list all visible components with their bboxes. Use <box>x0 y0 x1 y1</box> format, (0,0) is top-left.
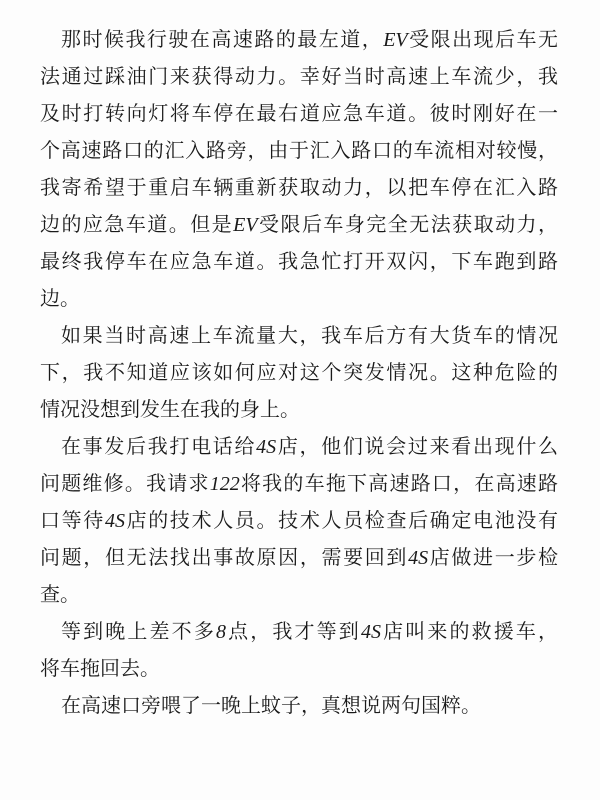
text-line: 在事发后我打电话给4S店，他们说会过来看出现什么 <box>61 436 558 458</box>
latin-text: 4S <box>256 436 277 458</box>
latin-text: 4S <box>408 547 429 569</box>
text-line: 情况没想到发生在我的身上。 <box>40 399 300 421</box>
text-line: 在高速口旁喂了一晚上蚊子，真想说两句国粹。 <box>61 695 481 717</box>
latin-text: EV <box>233 214 258 236</box>
text-line: 最终我停车在应急车道。我急忙打开双闪，下车跑到路 <box>40 251 558 273</box>
latin-text: 8 <box>215 621 226 643</box>
paragraph <box>40 318 558 429</box>
text-line: 边。 <box>40 288 80 310</box>
text-line: 个高速路口的汇入路旁，由于汇入路口的车流相对较慢， <box>40 140 558 162</box>
text-line: 我寄希望于重启车辆重新获取动力，以把车停在汇入路 <box>40 177 558 199</box>
text-line: 等到晚上差不多8点，我才等到4S店叫来的救援车， <box>61 621 558 643</box>
latin-text: EV <box>383 29 408 51</box>
paragraph <box>40 688 558 725</box>
text-body <box>40 22 558 725</box>
text-line: 将车拖回去。 <box>40 658 160 680</box>
text-line: 如果当时高速上车流量大，我车后方有大货车的情况 <box>61 325 558 347</box>
text-line: 下，我不知道应该如何应对这个突发情况。这种危险的 <box>40 362 558 384</box>
text-line: 法通过踩油门来获得动力。幸好当时高速上车流少，我 <box>40 66 558 88</box>
text-line: 查。 <box>40 584 80 606</box>
text-line: 及时打转向灯将车停在最右道应急车道。彼时刚好在一 <box>40 103 558 125</box>
latin-text: 4S <box>104 510 125 532</box>
text-line: 口等待4S店的技术人员。技术人员检查后确定电池没有 <box>40 510 558 532</box>
paragraph <box>40 22 558 318</box>
paragraph <box>40 429 558 614</box>
text-line: 问题维修。我请求122将我的车拖下高速路口，在高速路 <box>40 473 558 495</box>
paragraph <box>40 614 558 688</box>
text-line: 那时候我行驶在高速路的最左道，EV受限出现后车无 <box>61 29 558 51</box>
latin-text: 4S <box>360 621 381 643</box>
text-line: 问题，但无法找出事故原因，需要回到4S店做进一步检 <box>40 547 558 569</box>
text-line: 边的应急车道。但是EV受限后车身完全无法获取动力， <box>40 214 558 236</box>
latin-text: 122 <box>209 473 240 495</box>
